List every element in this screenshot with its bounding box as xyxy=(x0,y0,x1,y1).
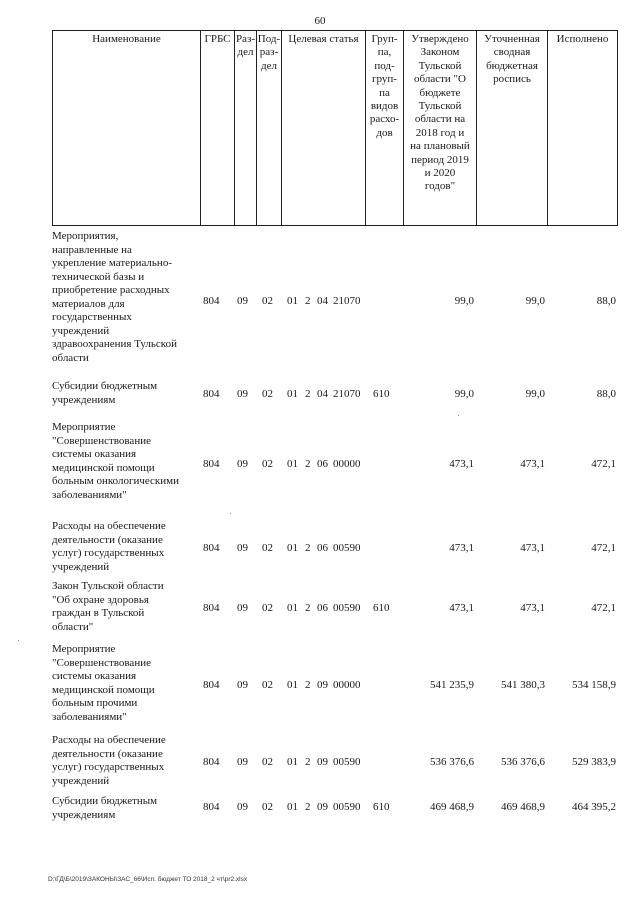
row-approved: 473,1 xyxy=(449,542,474,554)
row-target-3: 09 xyxy=(317,756,328,768)
row-target-4: 00000 xyxy=(333,458,361,470)
row-razdel: 09 xyxy=(237,679,248,691)
row-target-3: 09 xyxy=(317,801,328,813)
row-target-2: 2 xyxy=(305,679,311,691)
row-target-4: 21070 xyxy=(333,295,361,307)
row-name: Мероприятие "Совершенствование системы оказания медицинской помощи больным онкологическими заболеваниями" xyxy=(52,421,180,501)
header-group: Груп- па, под- груп- па видов расхо- дов xyxy=(366,30,404,226)
row-target-2: 2 xyxy=(305,756,311,768)
row-target-1: 01 xyxy=(287,295,298,307)
row-podrazdel: 02 xyxy=(262,679,273,691)
row-razdel: 09 xyxy=(237,801,248,813)
row-target-1: 01 xyxy=(287,801,298,813)
row-approved: 473,1 xyxy=(449,458,474,470)
row-executed: 529 383,9 xyxy=(572,756,616,768)
header-executed: Исполнено xyxy=(548,30,618,226)
row-grbs: 804 xyxy=(203,295,220,307)
scan-speck xyxy=(18,640,19,641)
row-target-4: 00590 xyxy=(333,542,361,554)
row-target-4: 00000 xyxy=(333,679,361,691)
row-target-3: 06 xyxy=(317,542,328,554)
row-executed: 464 395,2 xyxy=(572,801,616,813)
header-razdel: Раз- дел xyxy=(235,30,257,226)
row-grbs: 804 xyxy=(203,458,220,470)
row-grbs: 804 xyxy=(203,679,220,691)
row-target-3: 04 xyxy=(317,388,328,400)
row-target-2: 2 xyxy=(305,602,311,614)
file-path-footer: D:\ГД\Б\2019\ЗАКОНЫ\ЗАС_66\Исп. бюджет ТО 2018_2 чт\pr2.xlsx xyxy=(48,876,248,883)
row-razdel: 09 xyxy=(237,602,248,614)
row-group: 610 xyxy=(373,388,390,400)
row-refined: 473,1 xyxy=(520,542,545,554)
row-target-4: 00590 xyxy=(333,756,361,768)
row-target-2: 2 xyxy=(305,542,311,554)
row-name: Субсидии бюджетным учреждениям xyxy=(52,380,158,406)
row-target-2: 2 xyxy=(305,458,311,470)
row-grbs: 804 xyxy=(203,388,220,400)
row-target-3: 06 xyxy=(317,458,328,470)
row-target-1: 01 xyxy=(287,542,298,554)
row-executed: 88,0 xyxy=(596,388,616,400)
row-razdel: 09 xyxy=(237,295,248,307)
row-razdel: 09 xyxy=(237,756,248,768)
row-target-1: 01 xyxy=(287,679,298,691)
header-target: Целевая статья xyxy=(282,30,366,226)
row-target-4: 00590 xyxy=(333,801,361,813)
row-name: Мероприятия, направленные на укрепление материально- технической базы и приобретение расходных материалов для государственных учреждений здравоохранения Тульской области xyxy=(52,230,177,364)
row-grbs: 804 xyxy=(203,756,220,768)
header-grbs: ГРБС xyxy=(201,30,235,226)
row-approved: 536 376,6 xyxy=(430,756,474,768)
row-name: Расходы на обеспечение деятельности (оказание услуг) государственных учреждений xyxy=(52,520,166,573)
row-podrazdel: 02 xyxy=(262,458,273,470)
page-number: 60 xyxy=(314,15,326,27)
row-grbs: 804 xyxy=(203,602,220,614)
row-razdel: 09 xyxy=(237,458,248,470)
row-target-2: 2 xyxy=(305,295,311,307)
row-podrazdel: 02 xyxy=(262,388,273,400)
row-target-4: 00590 xyxy=(333,602,361,614)
row-refined: 469 468,9 xyxy=(501,801,545,813)
row-target-3: 04 xyxy=(317,295,328,307)
row-target-3: 09 xyxy=(317,679,328,691)
row-executed: 472,1 xyxy=(591,458,616,470)
row-target-1: 01 xyxy=(287,388,298,400)
row-approved: 473,1 xyxy=(449,602,474,614)
row-approved: 99,0 xyxy=(454,295,474,307)
row-target-2: 2 xyxy=(305,801,311,813)
row-refined: 473,1 xyxy=(520,602,545,614)
row-name: Расходы на обеспечение деятельности (оказание услуг) государственных учреждений xyxy=(52,734,166,787)
row-group: 610 xyxy=(373,801,390,813)
header-refined: Уточненная сводная бюджетная роспись xyxy=(477,30,548,226)
row-podrazdel: 02 xyxy=(262,295,273,307)
row-name: Мероприятие "Совершенствование системы оказания медицинской помощи больным прочими заболеваниями" xyxy=(52,643,155,723)
row-podrazdel: 02 xyxy=(262,602,273,614)
row-podrazdel: 02 xyxy=(262,801,273,813)
scan-speck xyxy=(230,513,231,514)
row-target-1: 01 xyxy=(287,458,298,470)
row-refined: 536 376,6 xyxy=(501,756,545,768)
row-target-1: 01 xyxy=(287,756,298,768)
row-refined: 473,1 xyxy=(520,458,545,470)
row-group: 610 xyxy=(373,602,390,614)
row-grbs: 804 xyxy=(203,542,220,554)
row-razdel: 09 xyxy=(237,388,248,400)
row-name: Закон Тульской области "Об охране здоровья граждан в Тульской области" xyxy=(52,580,164,633)
row-podrazdel: 02 xyxy=(262,542,273,554)
header-approved: Утверждено Законом Тульской области "О бюджете Тульской области на 2018 год и на плановый период 2019 и 2020 годов" xyxy=(404,30,477,226)
row-approved: 469 468,9 xyxy=(430,801,474,813)
row-podrazdel: 02 xyxy=(262,756,273,768)
header-podrazdel: Под- раз- дел xyxy=(257,30,282,226)
row-executed: 472,1 xyxy=(591,602,616,614)
header-name: Наименование xyxy=(52,30,201,226)
row-refined: 541 380,3 xyxy=(501,679,545,691)
row-name: Субсидии бюджетным учреждениям xyxy=(52,795,158,821)
row-grbs: 804 xyxy=(203,801,220,813)
row-target-2: 2 xyxy=(305,388,311,400)
row-executed: 472,1 xyxy=(591,542,616,554)
row-target-3: 06 xyxy=(317,602,328,614)
row-approved: 541 235,9 xyxy=(430,679,474,691)
scan-speck xyxy=(458,415,459,416)
row-razdel: 09 xyxy=(237,542,248,554)
row-executed: 534 158,9 xyxy=(572,679,616,691)
row-target-1: 01 xyxy=(287,602,298,614)
row-executed: 88,0 xyxy=(596,295,616,307)
row-approved: 99,0 xyxy=(454,388,474,400)
row-target-4: 21070 xyxy=(333,388,361,400)
row-refined: 99,0 xyxy=(525,295,545,307)
row-refined: 99,0 xyxy=(525,388,545,400)
